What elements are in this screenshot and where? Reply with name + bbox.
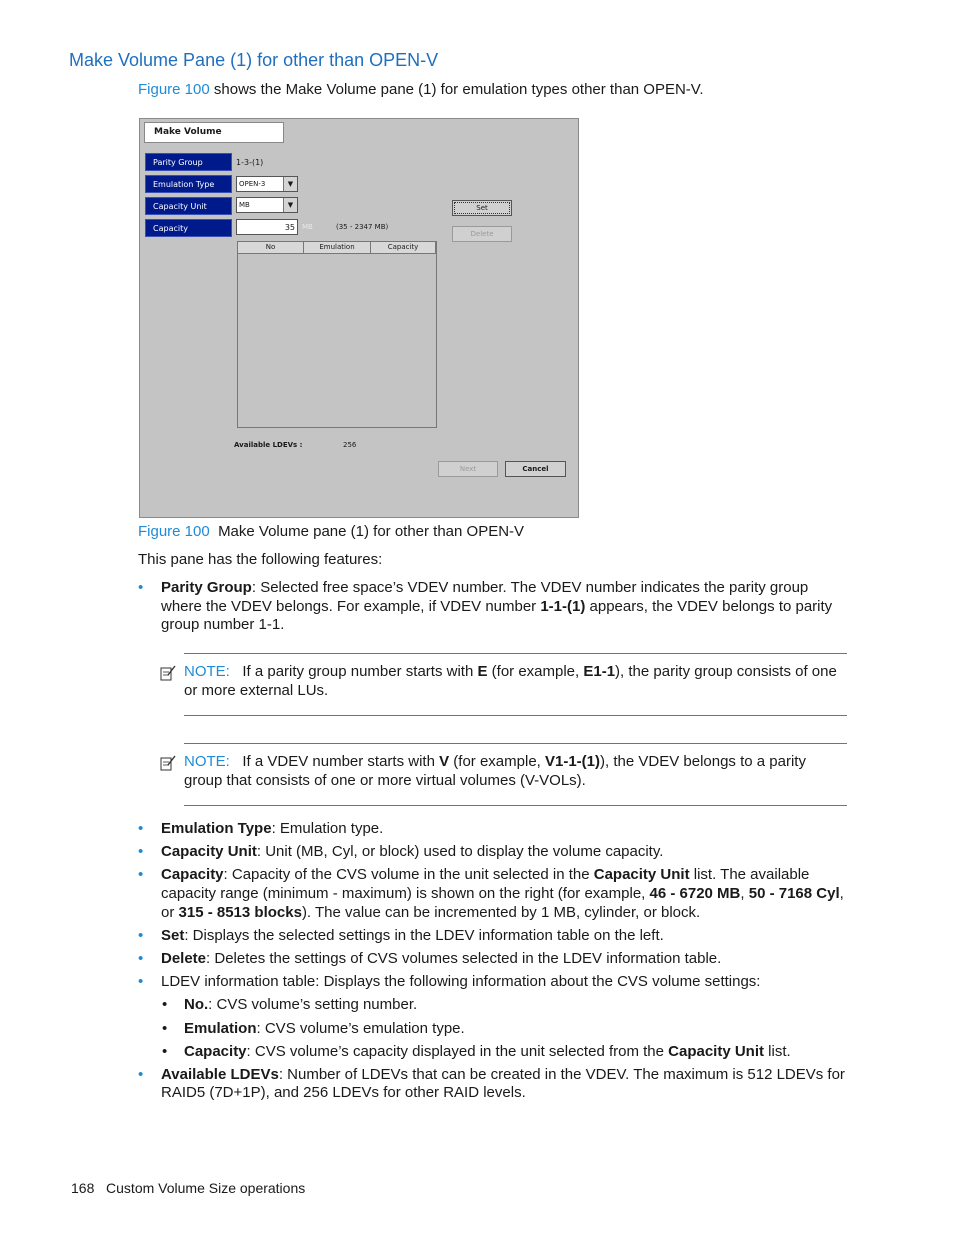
pane-title: Make Volume — [144, 122, 284, 143]
list-item — [138, 927, 853, 946]
capacity-label: Capacity — [145, 219, 232, 237]
capacity-unit-hint: MB — [302, 223, 313, 231]
figure-caption — [138, 523, 524, 540]
emphasis: V1-1-(1) — [545, 753, 601, 770]
list-item — [138, 1066, 853, 1103]
figure-link[interactable]: Figure 100 — [138, 81, 210, 98]
text: ). The value can be incremented by 1 MB, cylinder, or block. — [301, 903, 701, 921]
column-no[interactable]: No — [238, 242, 304, 254]
intro-paragraph — [138, 81, 704, 98]
text: ), the VDEV belongs to a parity group that consists of one or more virtual volumes (V-VOLs). — [184, 753, 806, 789]
emphasis: V — [439, 753, 450, 770]
parity-group-value: 1-3-(1) — [236, 158, 264, 167]
term: Capacity Unit — [161, 843, 257, 861]
bullet-icon: • — [138, 926, 144, 944]
cancel-button[interactable]: Cancel — [505, 461, 566, 477]
capacity-unit-select[interactable] — [236, 197, 298, 213]
ldev-info-table[interactable] — [237, 241, 437, 428]
emulation-type-select[interactable] — [236, 176, 298, 192]
features-intro: This pane has the following features: — [138, 551, 383, 568]
parity-bullet — [138, 579, 853, 635]
list-item — [138, 866, 853, 922]
list-item — [138, 843, 853, 862]
sub-list-item — [138, 996, 853, 1015]
term: Delete — [161, 949, 207, 967]
capacity-unit-label: Capacity Unit — [145, 197, 232, 215]
text: : Emulation type. — [271, 820, 384, 837]
text: : Deletes the settings of CVS volumes selected in the LDEV information table. — [206, 949, 722, 967]
text: , — [740, 884, 749, 902]
list-item — [138, 820, 853, 839]
section-heading: Make Volume Pane (1) for other than OPEN-V — [69, 50, 439, 70]
caption-label: Figure 100 — [138, 523, 210, 540]
sub-list-item — [138, 1043, 853, 1062]
intro-text: shows the Make Volume pane (1) for emulation types other than OPEN-V. — [209, 81, 704, 98]
chevron-down-icon[interactable]: ▼ — [283, 198, 297, 212]
text: : Displays the selected settings in the LDEV information table on the left. — [184, 926, 664, 944]
page-number: 168 — [71, 1180, 95, 1196]
caption-text: Make Volume pane (1) for other than OPEN-V — [218, 523, 525, 540]
text: If a parity group number starts with — [242, 663, 478, 680]
note-icon — [160, 755, 176, 771]
text: : Number of LDEVs that can be created in the VDEV. The maximum is 512 LDEVs for RAID5 (7D+1P), and 256 LDEVs for other RAID levels. — [161, 1065, 845, 1102]
feature-list — [138, 820, 853, 1103]
bullet-icon: • — [138, 949, 144, 967]
text: (for example, — [449, 753, 545, 770]
note-icon — [160, 665, 176, 681]
emphasis: E — [477, 663, 488, 680]
delete-button[interactable]: Delete — [452, 226, 512, 242]
note-divider — [184, 715, 847, 716]
text: (for example, — [487, 663, 584, 680]
emphasis: 315 - 8513 blocks — [178, 903, 302, 921]
emphasis: E1-1 — [583, 663, 616, 680]
term: Emulation — [184, 1019, 257, 1037]
term: Capacity — [161, 866, 224, 884]
term: Parity Group — [161, 579, 252, 596]
chevron-down-icon[interactable]: ▼ — [283, 177, 297, 191]
bullet-icon: • — [138, 973, 144, 991]
note-box — [184, 662, 846, 700]
example: 1-1-(1) — [540, 597, 586, 615]
note-label: NOTE: — [184, 753, 230, 770]
set-button[interactable]: Set — [452, 200, 512, 216]
text: If a VDEV number starts with — [242, 753, 440, 770]
note-divider — [184, 743, 847, 744]
text: : CVS volume’s capacity displayed in the unit selected from the — [246, 1042, 669, 1060]
text: appears, the VDEV belongs to parity group number 1-1. — [161, 597, 833, 634]
note-box — [184, 752, 846, 790]
list-item — [138, 973, 853, 992]
bullet-icon: • — [138, 843, 144, 861]
bullet-icon: • — [138, 579, 144, 596]
text: LDEV information table: Displays the following information about the CVS volume settings: — [161, 973, 761, 991]
sub-list-item — [138, 1020, 853, 1039]
page-footer — [71, 1180, 305, 1196]
note-label: NOTE: — [184, 663, 230, 680]
text: : Capacity of the CVS volume in the unit selected in the — [223, 866, 594, 884]
emphasis: Capacity Unit — [593, 866, 690, 884]
bullet-icon: • — [162, 996, 168, 1014]
text: list. — [764, 1042, 791, 1060]
emphasis: 50 - 7168 Cyl — [748, 884, 840, 902]
next-button[interactable]: Next — [438, 461, 498, 477]
text: : CVS volume’s setting number. — [208, 996, 418, 1014]
term: Set — [161, 926, 185, 944]
emulation-type-value: OPEN-3 — [239, 180, 266, 188]
bullet-icon: • — [138, 866, 144, 884]
note-divider — [184, 805, 847, 806]
make-volume-screenshot — [139, 118, 579, 518]
text: list. The available capacity range (minimum - maximum) is shown on the right (for example, — [161, 866, 810, 902]
column-capacity[interactable]: Capacity — [371, 242, 436, 254]
capacity-range: (35 - 2347 MB) — [336, 223, 389, 231]
note-divider — [184, 653, 847, 654]
capacity-input[interactable]: 35 — [236, 219, 298, 235]
term: No. — [184, 996, 209, 1014]
section-name: Custom Volume Size operations — [106, 1180, 306, 1196]
available-ldevs-label: Available LDEVs : — [234, 441, 303, 449]
term: Available LDEVs — [161, 1065, 279, 1083]
bullet-icon: • — [138, 820, 144, 837]
text: : Unit (MB, Cyl, or block) used to display the volume capacity. — [256, 843, 664, 861]
list-item — [138, 950, 853, 969]
parity-group-label: Parity Group — [145, 153, 232, 171]
available-ldevs-value: 256 — [343, 441, 357, 449]
text: ), the parity group consists of one or more external LUs. — [184, 663, 837, 699]
capacity-unit-value: MB — [239, 201, 250, 209]
list-item — [138, 579, 853, 635]
emulation-type-label: Emulation Type — [145, 175, 232, 193]
text: : Selected free space’s VDEV number. The VDEV number indicates the parity group where the VDEV belongs. For example, if VDEV number — [161, 579, 809, 615]
bullet-icon: • — [162, 1019, 168, 1037]
column-emulation[interactable]: Emulation — [304, 242, 371, 254]
table-header — [238, 242, 436, 254]
bullet-icon: • — [162, 1042, 168, 1060]
term: Emulation Type — [161, 820, 272, 837]
term: Capacity — [184, 1042, 247, 1060]
bullet-icon: • — [138, 1065, 144, 1083]
text: , or — [161, 884, 844, 921]
emphasis: 46 - 6720 MB — [649, 884, 741, 902]
text: : CVS volume’s emulation type. — [256, 1019, 465, 1037]
emphasis: Capacity Unit — [668, 1042, 764, 1060]
